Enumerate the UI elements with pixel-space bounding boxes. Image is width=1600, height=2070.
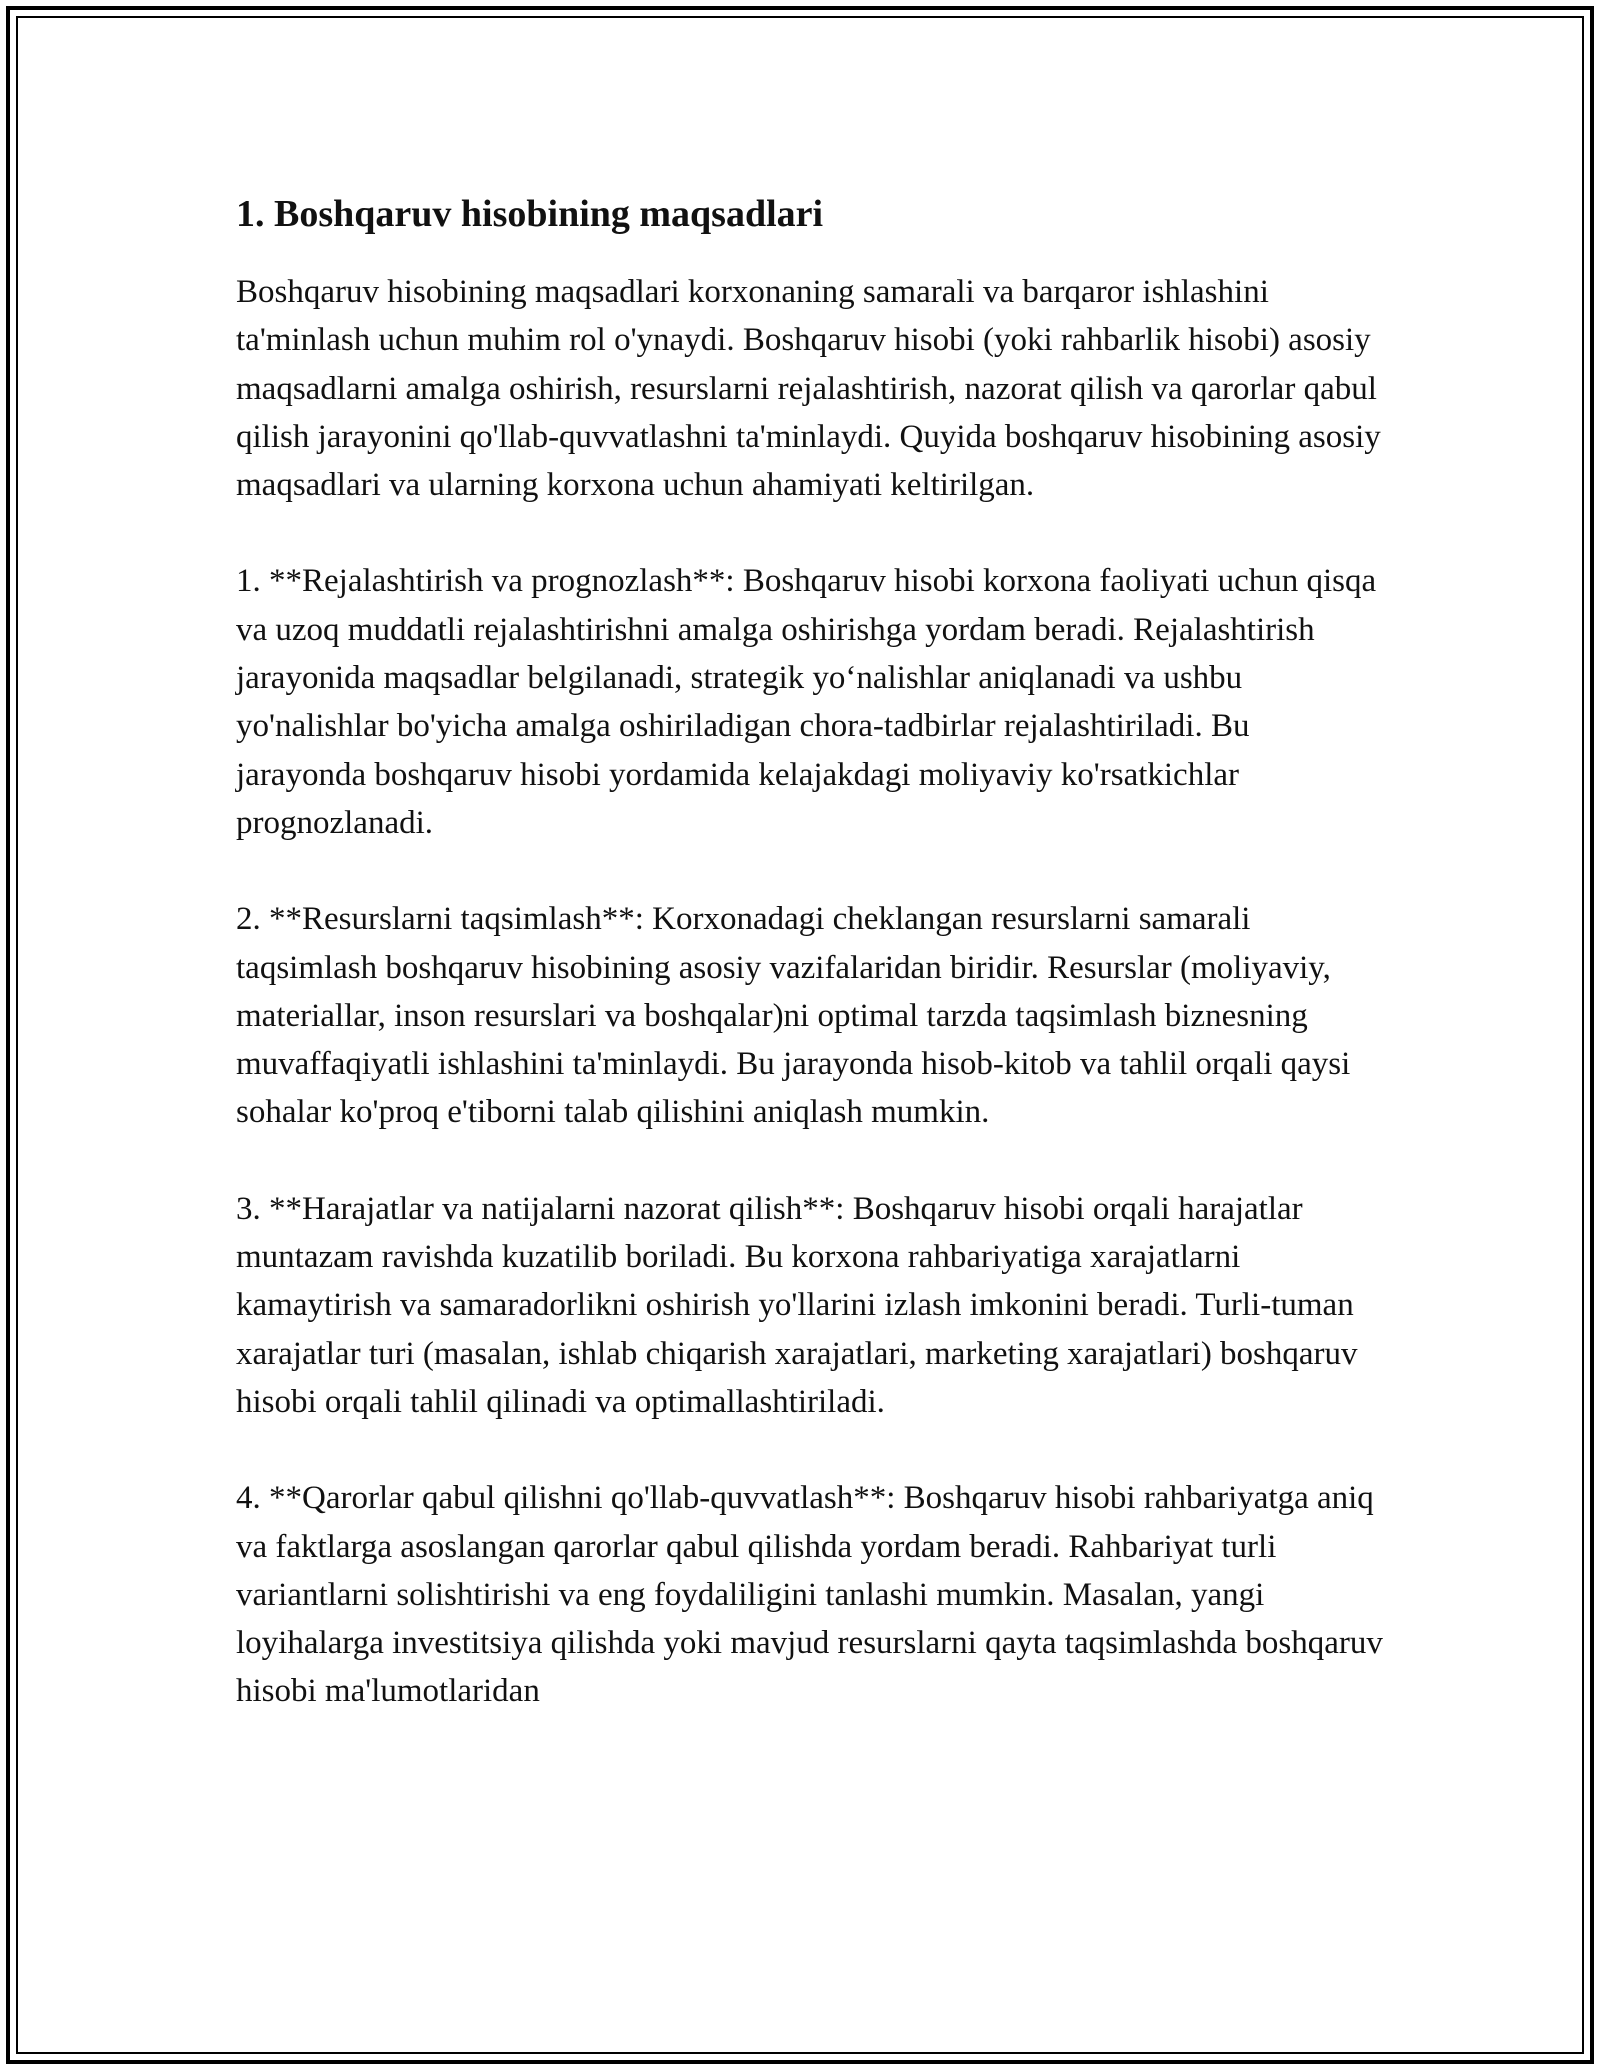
section-heading: 1. Boshqaruv hisobining maqsadlari [236, 193, 824, 235]
paragraph-decision-support: 4. **Qarorlar qabul qilishni qo'llab-quvvatlash**: Boshqaruv hisobi rahbariyatga aniq va faktlarga asoslangan qarorlar qabul qilishda yordam beradi. Rahbariyat turli variantlarni solishtirishi va eng foydaliligini tanlashi mumkin. Masalan, yangi loyihalarga investitsiya qilishda yoki mavjud resurslarni qayta taqsimlashda boshqaruv hisobi ma'lumotlaridan [236, 1480, 1383, 1710]
intro-paragraph: Boshqaruv hisobining maqsadlari korxonaning samarali va barqaror ishlashini ta'minlash uchun muhim rol o'ynaydi. Boshqaruv hisobi (yoki rahbarlik hisobi) asosiy maqsadlarni amalga oshirish, resurslarni rejalashtirish, nazorat qilish va qarorlar qabul qilish jarayonini qo'llab-quvvatlashni ta'minlaydi. Quyida boshqaruv hisobining asosiy maqsadlari va ularning korxona uchun ahamiyati keltirilgan. [236, 274, 1381, 504]
paragraph-cost-control: 3. **Harajatlar va natijalarni nazorat qilish**: Boshqaruv hisobi orqali harajatlar muntazam ravishda kuzatilib boriladi. Bu korxona rahbariyatiga xarajatlarni kamaytirish va samaradorlikni oshirish yo'llarini izlash imkonini beradi. Turli-tuman xarajatlar turi (masalan, ishlab chiqarish xarajatlari, marketing xarajatlari) boshqaruv hisobi orqali tahlil qilinadi va optimallashtiriladi. [236, 1190, 1358, 1420]
paragraph-resources: 2. **Resurslarni taqsimlash**: Korxonadagi cheklangan resurslarni samarali taqsimlash boshqaruv hisobining asosiy vazifalaridan biridir. Resurslar (moliyaviy, materiallar, inson resurslari va boshqalar)ni optimal tarzda taqsimlash biznesning muvaffaqiyatli ishlashini ta'minlaydi. Bu jarayonda hisob-kitob va tahlil orqali qaysi sohalar ko'proq e'tiborni talab qilishini aniqlash mumkin. [236, 901, 1351, 1131]
document-body [236, 188, 1386, 1716]
paragraph-planning: 1. **Rejalashtirish va prognozlash**: Boshqaruv hisobi korxona faoliyati uchun qisqa va uzoq muddatli rejalashtirishni amalga oshirishga yordam beradi. Rejalashtirish jarayonida maqsadlar belgilanadi, strategik yo‘nalishlar aniqlanadi va ushbu yo'nalishlar bo'yicha amalga oshiriladigan chora-tadbirlar rejalashtiriladi. Bu jarayonda boshqaruv hisobi yordamida kelajakdagi moliyaviy ko'rsatkichlar prognozlanadi. [236, 563, 1377, 841]
